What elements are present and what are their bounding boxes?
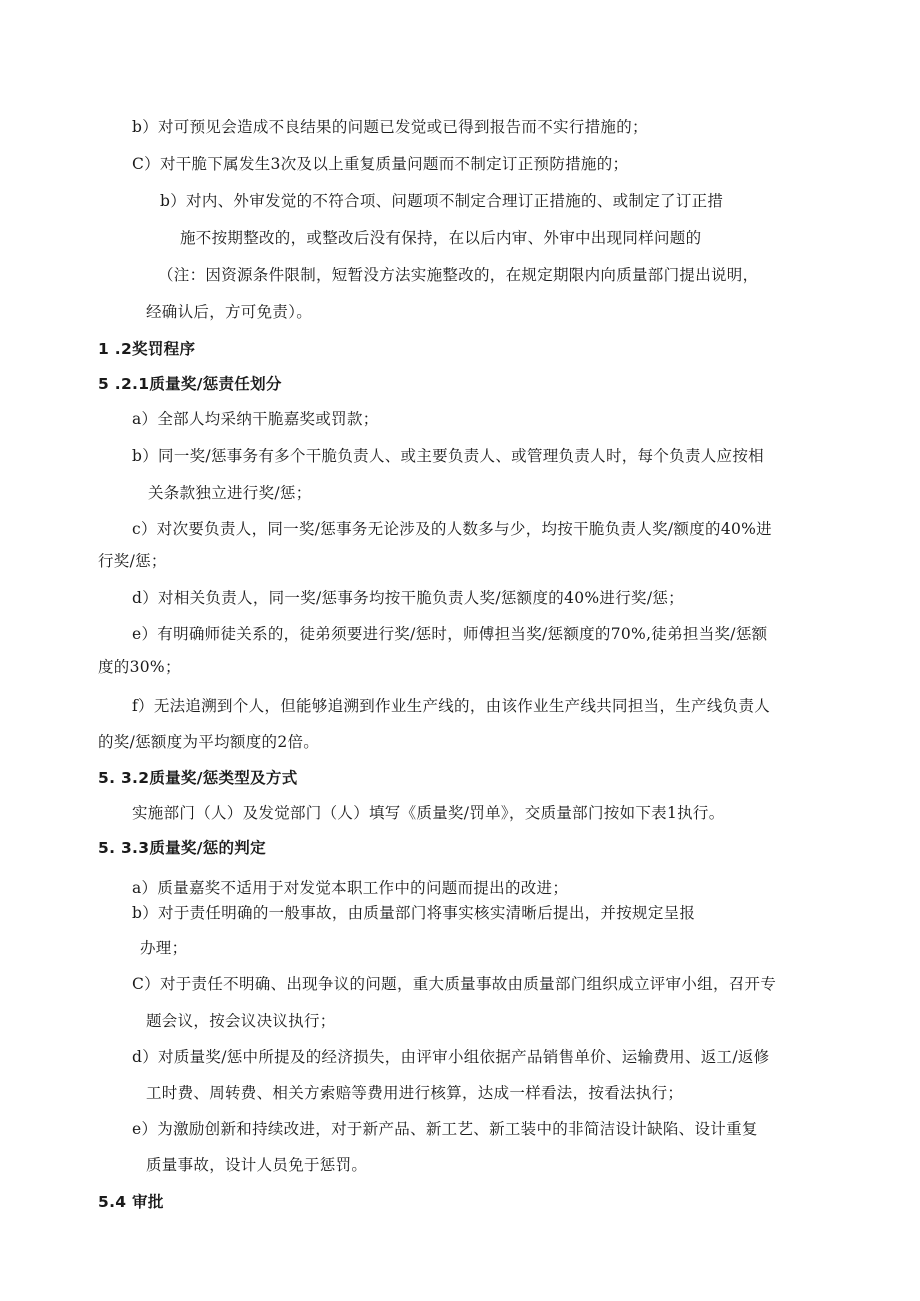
- text-line: c）对次要负责人，同一奖/惩事务无论涉及的人数多与少，均按干脆负责人奖/额度的40%进: [132, 520, 772, 538]
- text-line: 行奖/惩；: [98, 552, 167, 570]
- text-line: a）质量嘉奖不适用于对发觉本职工作中的问题而提出的改进；: [132, 879, 569, 897]
- text-line: 经确认后，方可免责）。: [146, 303, 313, 321]
- text-line: 关条款独立进行奖/惩；: [148, 484, 312, 502]
- section-heading: 5.4 审批: [98, 1193, 164, 1211]
- text-line: 施不按期整改的，或整改后没有保持，在以后内审、外审中出现同样问题的: [180, 229, 702, 247]
- text-line: C）对干脆下属发生3次及以上重复质量问题而不制定订正预防措施的；: [132, 155, 629, 173]
- text-line: 题会议，按会议决议执行；: [146, 1012, 336, 1030]
- text-line: d）对质量奖/惩中所提及的经济损失，由评审小组依据产品销售单价、运输费用、返工/返修: [132, 1048, 770, 1066]
- text-line: （注：因资源条件限制，短暂没方法实施整改的，在规定期限内向质量部门提出说明，: [158, 266, 759, 284]
- section-heading: 1 .2奖罚程序: [98, 340, 196, 358]
- text-line: 度的30%；: [98, 658, 181, 676]
- text-line: 实施部门（人）及发觉部门（人）填写《质量奖/罚单》，交质量部门按如下表1执行。: [132, 804, 725, 822]
- section-heading: 5. 3.2质量奖/惩类型及方式: [98, 769, 298, 787]
- text-line: b）对可预见会造成不良结果的问题已发觉或已得到报告而不实行措施的；: [132, 118, 648, 136]
- text-line: b）对于责任明确的一般事故，由质量部门将事实核实清晰后提出，并按规定呈报: [132, 904, 696, 922]
- section-heading: 5 .2.1质量奖/惩责任划分: [98, 375, 282, 393]
- text-line: b）同一奖/惩事务有多个干脆负责人、或主要负责人、或管理负责人时，每个负责人应按相: [132, 447, 764, 465]
- text-line: 办理；: [140, 939, 188, 957]
- text-line: d）对相关负责人，同一奖/惩事务均按干脆负责人奖/惩额度的40%进行奖/惩；: [132, 589, 684, 607]
- text-line: e）有明确师徒关系的，徒弟须要进行奖/惩时，师傅担当奖/惩额度的70%,徒弟担当奖/惩额: [132, 625, 768, 643]
- text-line: e）为激励创新和持续改进，对于新产品、新工艺、新工装中的非简洁设计缺陷、设计重复: [132, 1120, 758, 1138]
- text-line: 工时费、周转费、相关方索赔等费用进行核算，达成一样看法，按看法执行；: [146, 1084, 684, 1102]
- section-heading: 5. 3.3质量奖/惩的判定: [98, 839, 266, 857]
- text-line: C）对于责任不明确、出现争议的问题，重大质量事故由质量部门组织成立评审小组，召开专: [132, 975, 777, 993]
- text-line: 质量事故，设计人员免于惩罚。: [146, 1156, 368, 1174]
- text-line: a）全部人均采纳干脆嘉奖或罚款；: [132, 410, 379, 428]
- text-line: b）对内、外审发觉的不符合项、问题项不制定合理订正措施的、或制定了订正措: [160, 192, 724, 210]
- text-line: f）无法追溯到个人，但能够追溯到作业生产线的，由该作业生产线共同担当，生产线负责人: [132, 697, 771, 715]
- text-line: 的奖/惩额度为平均额度的2倍。: [98, 733, 320, 751]
